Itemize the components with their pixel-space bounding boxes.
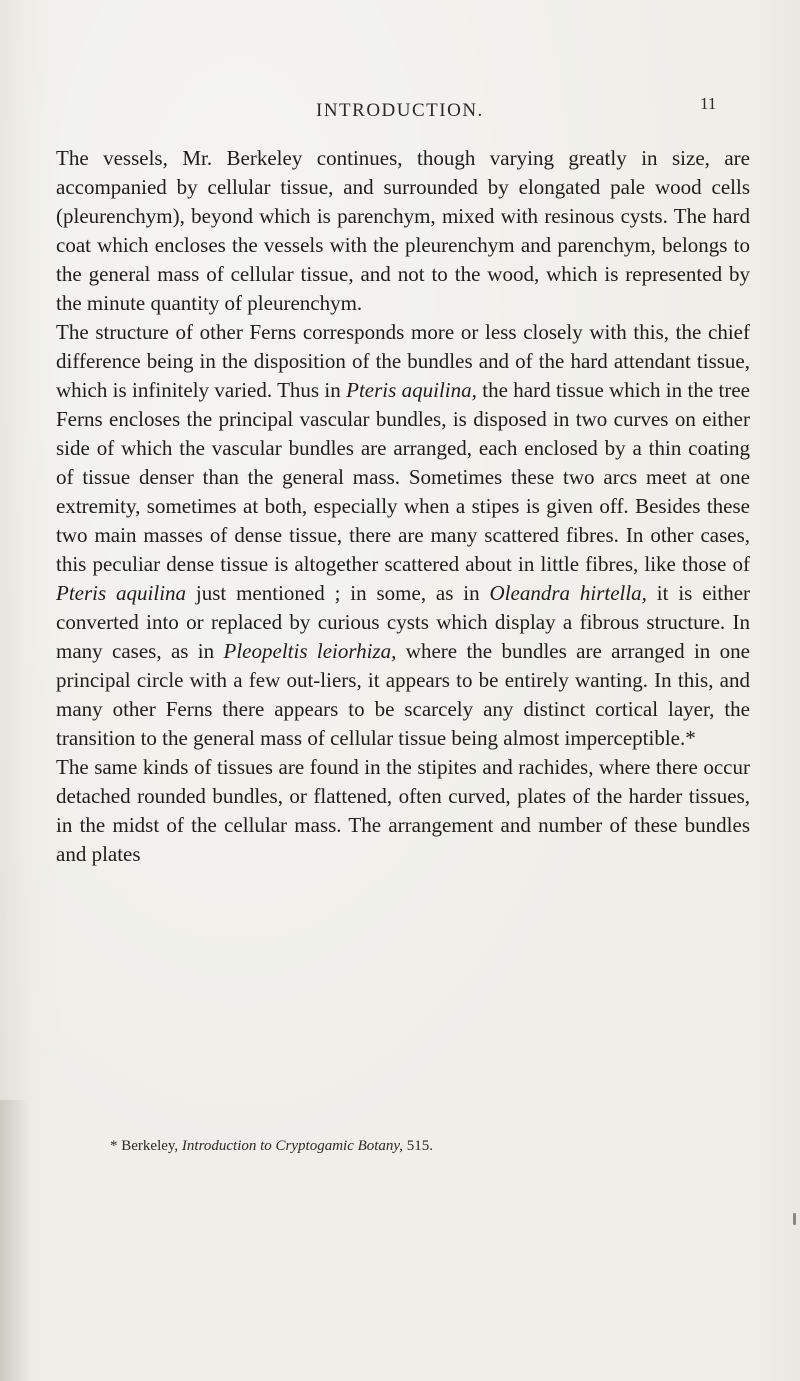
text-run: just mentioned ; in some, as in [186, 581, 490, 605]
text-run: it is either converted into or replaced by curious cysts which display a fibrous structure. In many cases, as in [56, 581, 751, 663]
italic-species-name: Pleopeltis leiorhiza, [223, 639, 397, 663]
body-text [56, 144, 750, 869]
text-run: where the bundles are arranged in one principal circle with a few out-liers, it appears to be entirely wanting. In this, and many other Ferns there appears to be scarcely any distinct cortical layer, the transition to the general mass of cellular tissue being almost imperceptible.* [56, 639, 750, 750]
paragraph [56, 318, 750, 753]
running-head-title: INTRODUCTION. [316, 100, 484, 121]
italic-species-name: Pteris aquilina [56, 581, 187, 605]
italic-species-name: Oleandra hirtella, [489, 581, 647, 605]
text-run: The structure of other Ferns corresponds more or less closely with this, the chief difference being in the disposition of the bundles and of the hard attendant tissue, which is infinitely varied. Thus in [56, 320, 750, 402]
text-run: The vessels, Mr. Berkeley continues, though varying greatly in size, are accompanied by cellular tissue, and surrounded by elongated pale wood cells (pleurenchym), beyond which is parenchym, mixed with resinous cysts. The hard coat which encloses the vessels with the pleurenchym and parenchym, belongs to the general mass of cellular tissue, and not to the wood, which is represented by the minute quantity of pleurenchym. [56, 146, 750, 315]
italic-species-name: Pteris aquilina, [346, 378, 477, 402]
page-mark [793, 1213, 796, 1225]
footnote [110, 1136, 750, 1156]
footnote-book-title: Introduction to Cryptogamic Botany, [181, 1138, 404, 1154]
footnote-page: 515. [403, 1138, 434, 1154]
paragraph [56, 753, 750, 869]
running-head [0, 94, 800, 124]
text-run: the hard tissue which in the tree Ferns encloses the principal vascular bundles, is disposed in two curves on either side of which the vascular bundles are arranged, each enclosed by a thin coating of tissue denser than the general mass. Sometimes these two arcs meet at one extremity, sometimes at both, especially when a stipes is given off. Besides these two main masses of dense tissue, there are many scattered fibres. In other cases, this peculiar dense tissue is altogether scattered about in little fibres, like those of [56, 378, 750, 576]
page-edge-shadow [0, 1100, 30, 1381]
page-number: 11 [700, 94, 717, 113]
text-run: The same kinds of tissues are found in the stipites and rachides, where there occur detached rounded bundles, or flattened, often curved, plates of the harder tissues, in the midst of the cellular mass. The arrangement and number of these bundles and plates [56, 755, 750, 866]
footnote-citation: * Berkeley, [110, 1138, 182, 1154]
paragraph [56, 144, 750, 318]
